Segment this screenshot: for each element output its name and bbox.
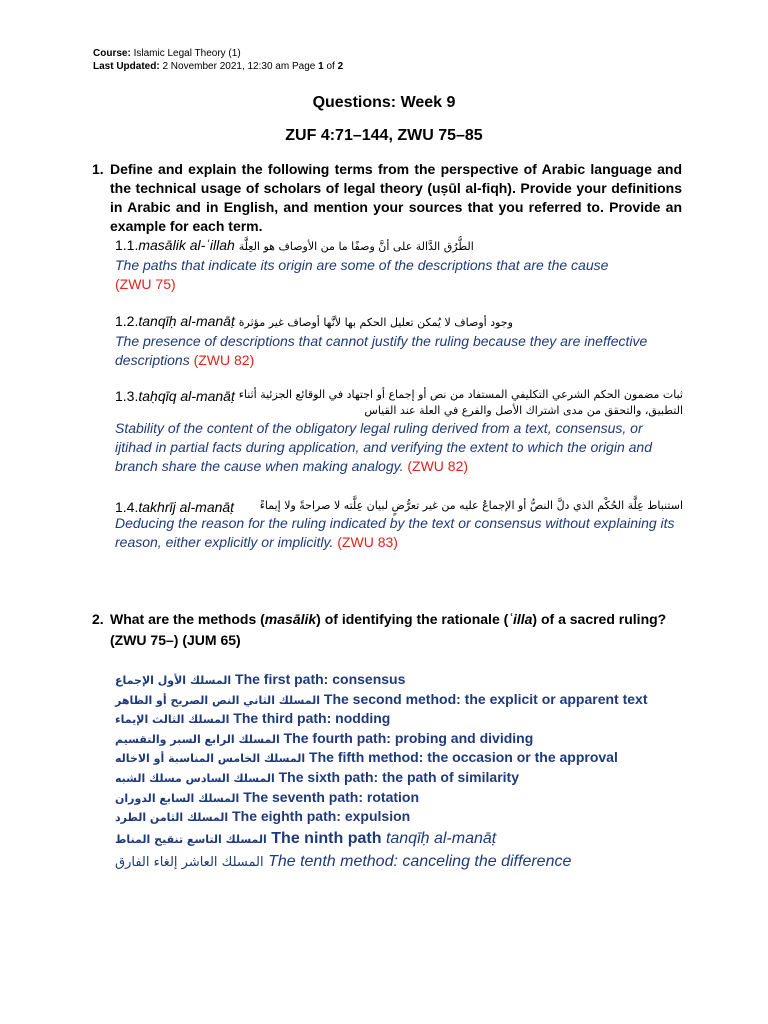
document-header bbox=[93, 47, 343, 73]
term-item bbox=[115, 387, 683, 476]
page-title: Questions: Week 9 bbox=[312, 94, 456, 111]
list-item: المسلك الخامس المناسبة أو الاخاله The fifth method: the occasion or the approval bbox=[115, 749, 618, 766]
term-heading: 1.2.tanqīḥ al-manāṭ وجود أوصاف لا يُمكن تعليل الحكم بها لأنَّها أوصاف غير مؤثرة bbox=[115, 313, 513, 329]
term-reference: (ZWU 83) bbox=[337, 534, 398, 550]
term-heading: 1.3.taḥqīq al-manāṭ ثبات مضمون الحكم الشرعي التكليفي المستفاد من نص أو إجماع أو اجتهاد في الوقائع الجزئية أثناء التطبيق، والتحقق من مدى اشتراك الأصل والفرع في العلة عند القياس bbox=[115, 388, 683, 417]
question-text: What are the methods (masālik) of identifying the rationale (ʿilla) of a sacred ruling? (ZWU 75–) (JUM 65) bbox=[110, 611, 667, 648]
term-heading: 1.4.takhrīj al-manāṭ استنباط عِلَّة الحُكْم الذي دلَّ النصُّ أو الإجماعُ عليه من غير تعرُّضٍ لبيان عِلَّته لا صراحةً ولا إيماءً bbox=[115, 499, 683, 515]
question-2 bbox=[92, 609, 682, 651]
question-1 bbox=[92, 160, 682, 236]
term-name: taḥqīq al-manāṭ bbox=[138, 388, 235, 404]
term-arabic: الطُّرُق الدَّالة على أنَّ وصفًا ما من الأوصاف هو العِلَّة bbox=[238, 240, 474, 253]
term-name: masālik al-ʿillah bbox=[138, 237, 235, 253]
term-english: Stability of the content of the obligatory legal ruling derived from a text, consensus, or ijtihad in partial facts during application, and verifying the extent to which the origin and branch share the cause when making analogy. (ZWU 82) bbox=[115, 420, 652, 474]
term-name: takhrīj al-manāṭ bbox=[138, 499, 235, 515]
updated-line: Last Updated: 2 November 2021, 12:30 am Page 1 of 2 bbox=[93, 61, 344, 72]
term-english: Deducing the reason for the ruling indicated by the text or consensus without explaining its reason, either explicitly or implicitly. (ZWU 83) bbox=[115, 515, 675, 550]
term-reference: (ZWU 82) bbox=[193, 352, 255, 368]
question-text: Define and explain the following terms from the perspective of Arabic language and the technical usage of scholars of legal theory (uṣūl al-fiqh). Provide your definitions in Arabic and in English, and mention your sources that you referred to. Provide an example for each term. bbox=[110, 161, 682, 234]
term-arabic: وجود أوصاف لا يُمكن تعليل الحكم بها لأنَّها أوصاف غير مؤثرة bbox=[238, 316, 513, 329]
term-name: tanqīḥ al-manāṭ bbox=[138, 313, 235, 329]
term-heading: 1.1.masālik al-ʿillah الطُّرُق الدَّالة على أنَّ وصفًا ما من الأوصاف هو العِلَّة bbox=[115, 237, 474, 253]
term-arabic: استنباط عِلَّة الحُكْم الذي دلَّ النصُّ أو الإجماعُ عليه من غير تعرُّضٍ لبيان عِلَّته لا صراحةً ولا إيماءً bbox=[259, 499, 683, 512]
term-reference: (ZWU 82) bbox=[407, 458, 469, 474]
list-item: المسلك الثاني النص الصريح أو الظاهر The second method: the explicit or apparent text bbox=[115, 690, 648, 707]
methods-list bbox=[115, 670, 695, 874]
list-item: المسلك العاشر إلغاء الفارق The tenth method: canceling the difference bbox=[115, 852, 572, 870]
question-number: 2. bbox=[92, 611, 104, 627]
list-item: المسلك السابع الدوران The seventh path: rotation bbox=[115, 788, 420, 805]
list-item: المسلك السادس مسلك الشبه The sixth path: the path of similarity bbox=[115, 768, 519, 785]
term-english: The presence of descriptions that cannot justify the ruling because they are ineffective descriptions (ZWU 82) bbox=[115, 333, 648, 368]
list-item: المسلك الثامن الطرد The eighth path: expulsion bbox=[115, 808, 411, 825]
list-item: المسلك الأول الإجماع The first path: consensus bbox=[115, 671, 406, 687]
term-reference: (ZWU 75) bbox=[115, 276, 176, 292]
page-subtitle: ZUF 4:71–144, ZWU 75–85 bbox=[285, 127, 483, 144]
question-number: 1. bbox=[92, 161, 104, 177]
term-english: The paths that indicate its origin are some of the descriptions that are the cause bbox=[115, 257, 609, 273]
list-item: المسلك الرابع السبر والتقسيم The fourth path: probing and dividing bbox=[115, 729, 534, 746]
term-item bbox=[115, 312, 683, 370]
term-arabic: ثبات مضمون الحكم الشرعي التكليفي المستفاد من نص أو إجماع أو اجتهاد في الوقائع الجزئية أثناء التطبيق، والتحقق من مدى اشتراك الأصل والفرع في العلة عند القياس bbox=[238, 388, 683, 417]
list-item: المسلك التاسع تنقيح المناط The ninth path tanqīḥ al-manāṭ bbox=[115, 829, 497, 847]
term-item bbox=[115, 236, 683, 294]
term-item bbox=[115, 498, 683, 552]
course-line: Course: Islamic Legal Theory (1) bbox=[93, 48, 241, 59]
list-item: المسلك الثالث الإيماء The third path: nodding bbox=[115, 710, 391, 727]
